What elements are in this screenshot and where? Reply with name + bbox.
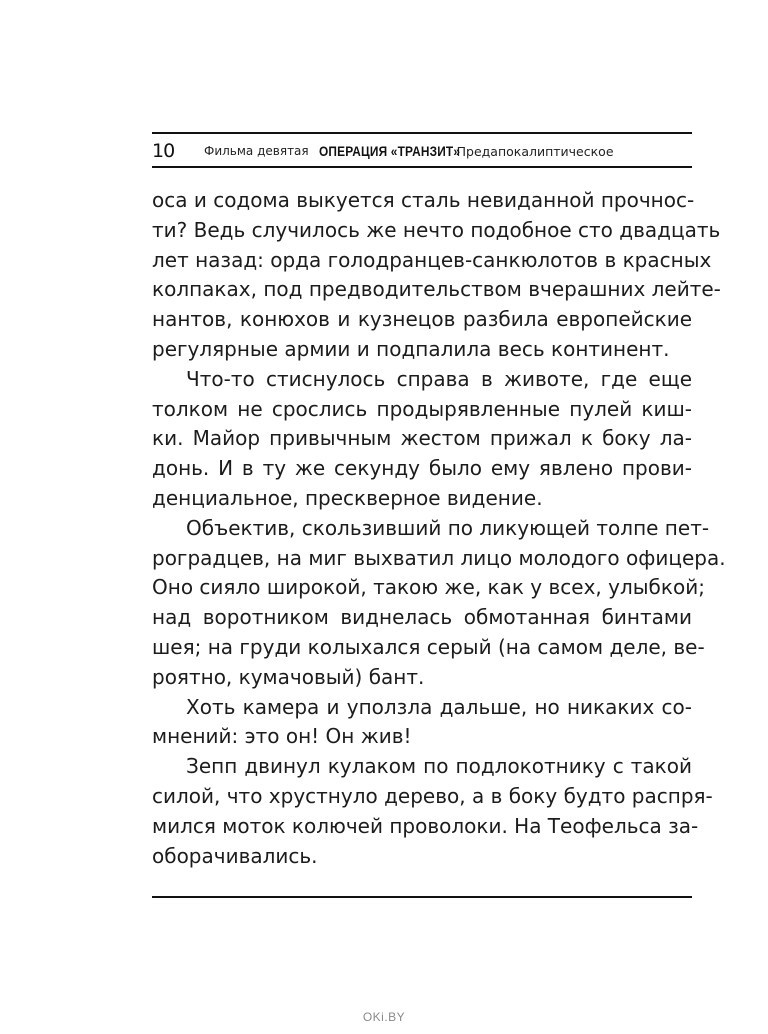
- text-line: толком не срослись продырявленные пулей киш-: [152, 396, 692, 421]
- text-line: ки. Майор привычным жестом прижал к боку ла-: [152, 426, 692, 451]
- text-line: Оно сияло широкой, такою же, как у всех, улыбкой;: [152, 575, 705, 600]
- running-head-left: Фильма девятая: [204, 144, 309, 158]
- page-number: 10: [152, 140, 175, 162]
- text-line: над воротником виднелась обмотанная бинтами: [152, 605, 692, 630]
- text-line: Объектив, скользивший по ликующей толпе пет-: [186, 515, 710, 540]
- text-line: мнений: это он! Он жив!: [152, 724, 412, 749]
- text-line: силой, что хрустнуло дерево, а в боку будто распря-: [152, 783, 713, 808]
- text-line: денциальное, прескверное видение.: [152, 485, 543, 510]
- text-line: Хоть камера и уползла дальше, но никаких со-: [186, 694, 692, 719]
- text-line: Что-то стиснулось справа в животе, где еще: [186, 366, 692, 391]
- text-line: лет назад: орда голодранцев-санкюлотов в красных: [152, 247, 712, 272]
- text-line: шея; на груди колыхался серый (на самом деле, ве-: [152, 634, 705, 659]
- text-line: регулярные армии и подпалила весь континент.: [152, 336, 670, 361]
- section-title: Предапокалиптическое: [456, 143, 614, 159]
- text-line: оборачивались.: [152, 843, 318, 868]
- header-bottom-rule: [152, 166, 692, 168]
- text-line: нантов, конюхов и кузнецов разбила европейские: [152, 307, 692, 332]
- text-line: роградцев, на миг выхватил лицо молодого офицера.: [152, 545, 726, 570]
- watermark: OKi.BY: [362, 1010, 406, 1024]
- text-line: оса и содома выкуется сталь невиданной прочнос-: [152, 188, 695, 212]
- running-header: [152, 138, 692, 164]
- text-line: колпаках, под предводительством вчерашних лейте-: [152, 277, 721, 302]
- body-text: [152, 186, 726, 871]
- text-line: ти? Ведь случилось же нечто подобное сто двадцать: [152, 217, 721, 242]
- text-line: роятно, кумачовый) бант.: [152, 664, 425, 689]
- text-line: Зепп двинул кулаком по подлокотнику с такой: [186, 754, 692, 779]
- book-title: ОПЕРАЦИЯ «ТРАНЗИТ»: [318, 143, 460, 159]
- footer-rule: [152, 896, 692, 898]
- header-top-rule: [152, 132, 692, 134]
- text-line: донь. И в ту же секунду было ему явлено прови-: [152, 456, 692, 481]
- text-line: мился моток колючей проволоки. На Теофельса за-: [152, 813, 699, 838]
